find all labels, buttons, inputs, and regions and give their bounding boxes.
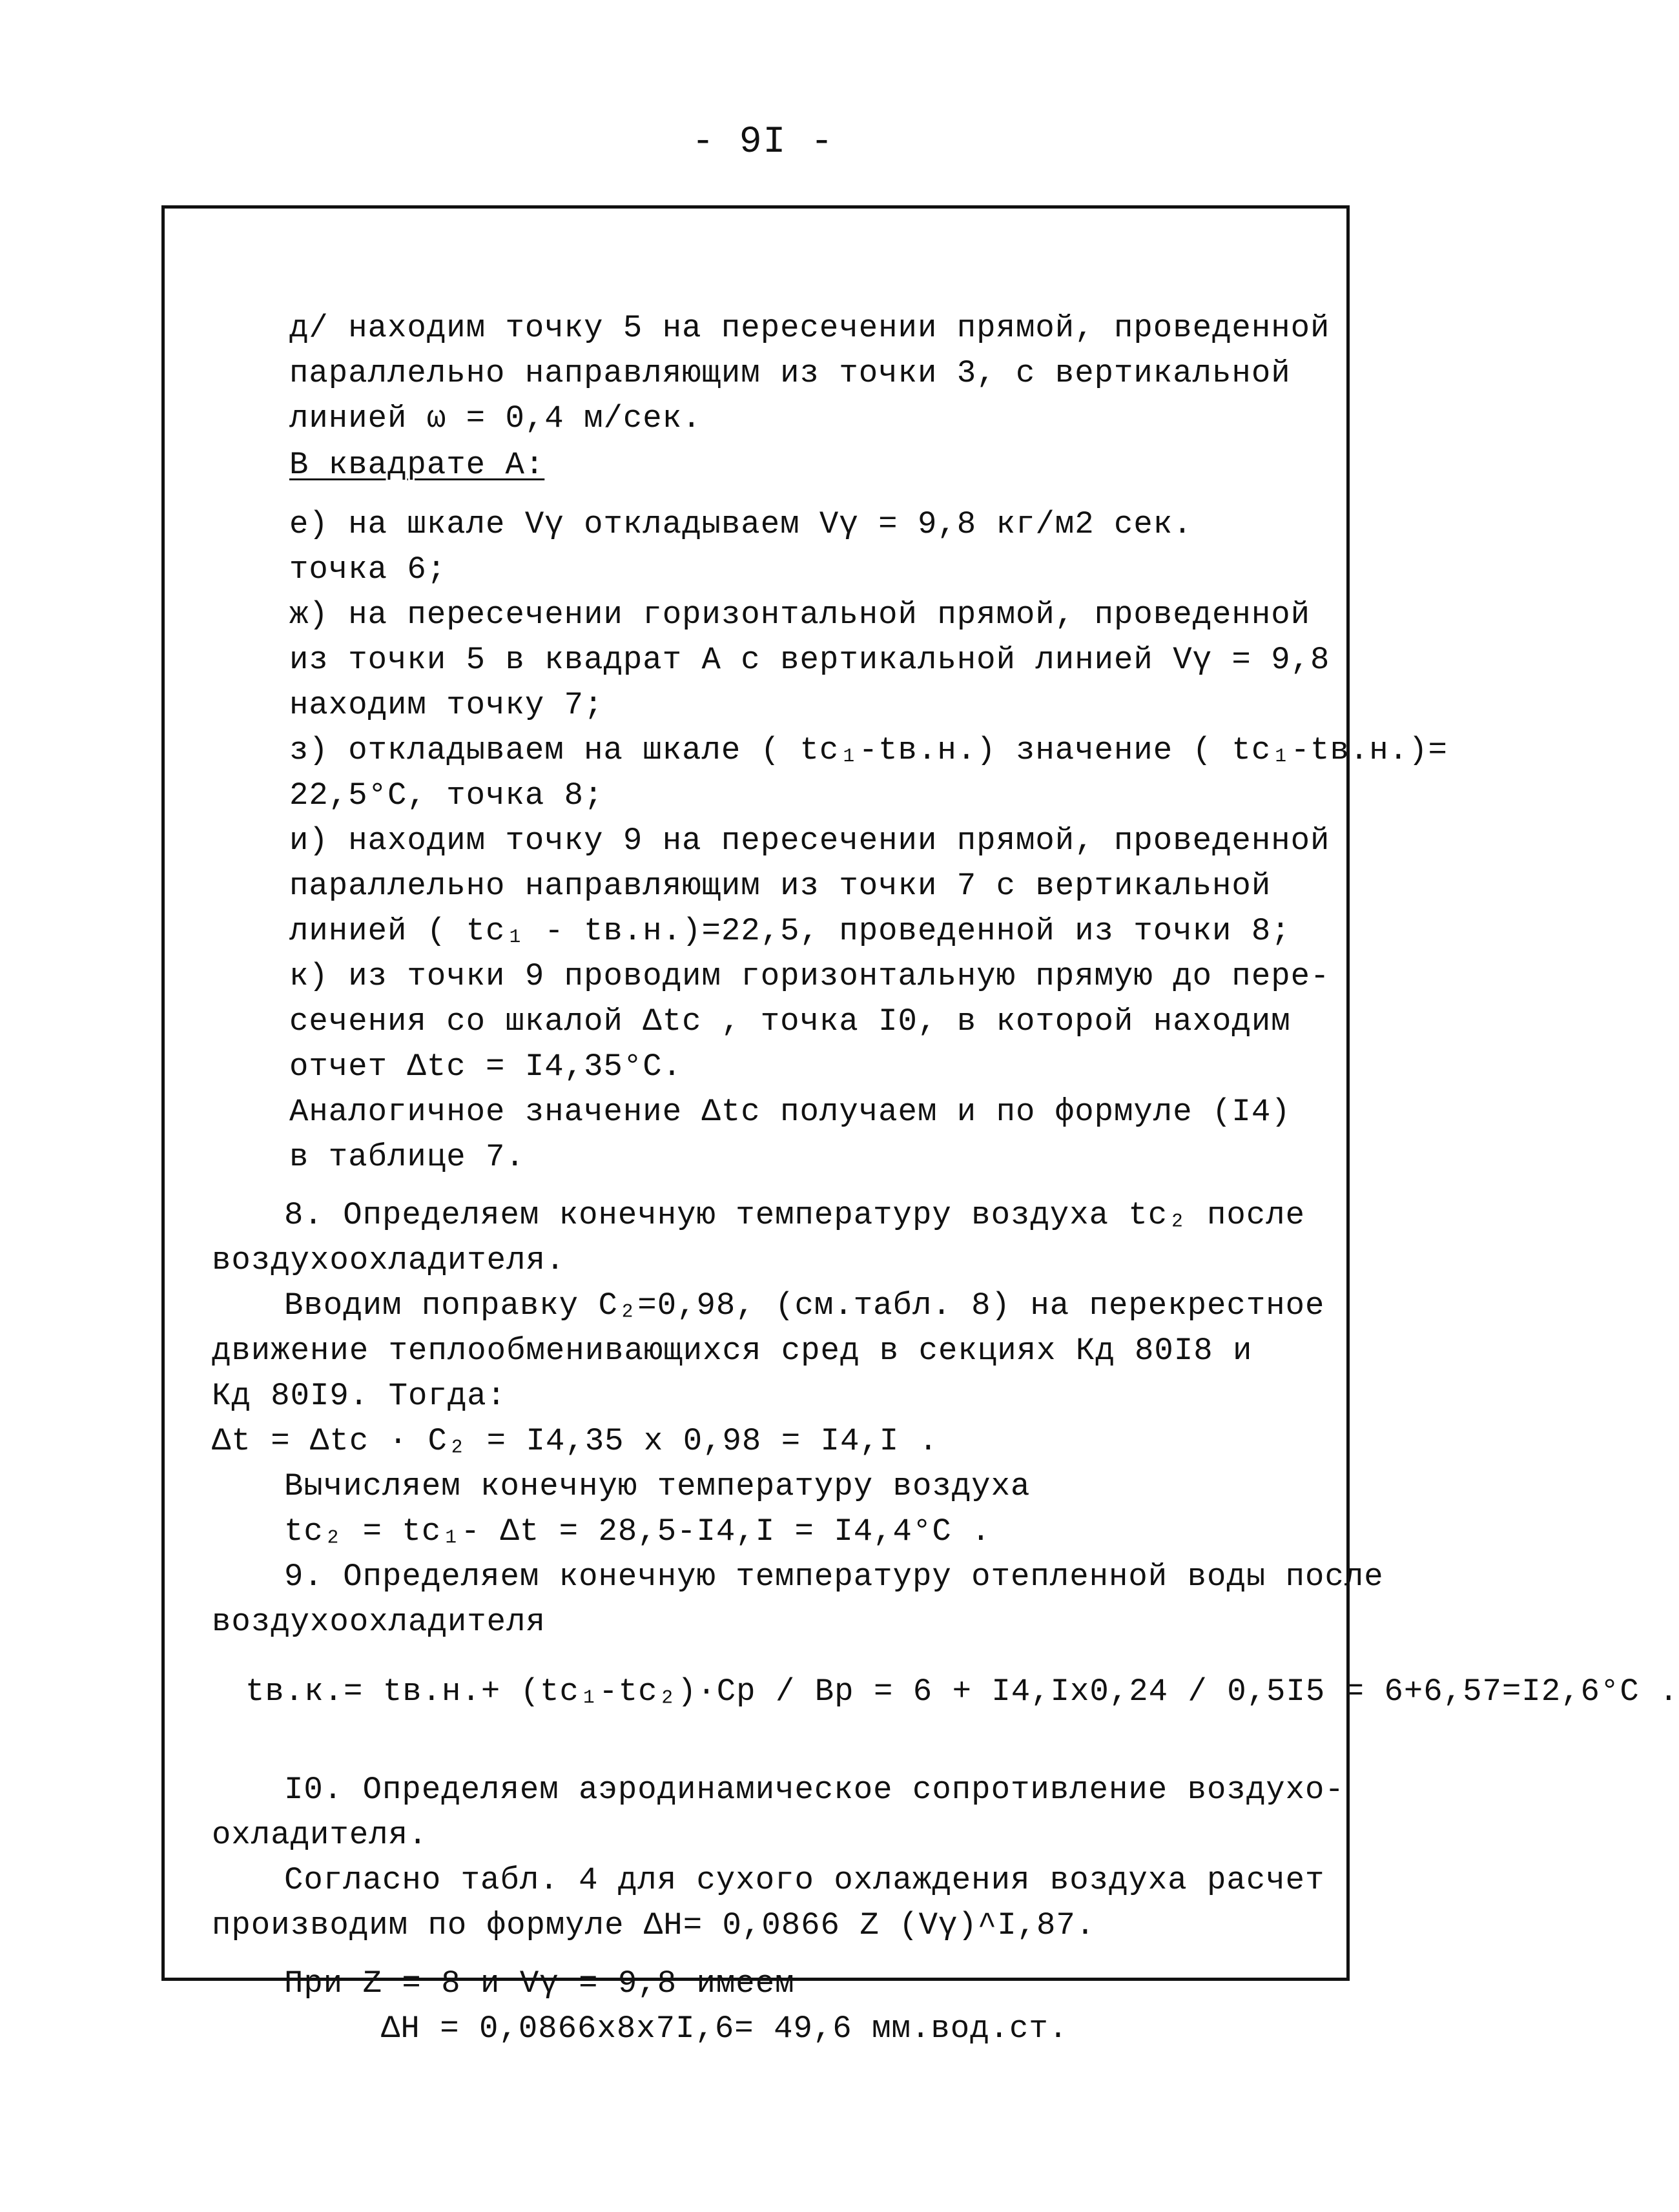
paragraph-line: Вычисляем конечную температуру воздуха [284,1468,1031,1504]
paragraph-line: 8. Определяем конечную температуру воздуха tс₂ после [284,1197,1306,1233]
paragraph-line: Согласно табл. 4 для сухого охлаждения воздуха расчет [284,1862,1325,1898]
paragraph-line: При Z = 8 и Vγ = 9,8 имеем [284,1965,795,2002]
paragraph-line: охладителя. [212,1817,428,1853]
formula-line: Δt = Δtс · С₂ = I4,35 х 0,98 = I4,I . [212,1423,938,1459]
paragraph-line: Кд 80I9. Тогда: [212,1378,507,1414]
section-heading: В квадрате А: [289,447,545,483]
text-line: в таблице 7. [289,1139,525,1175]
text-line: 22,5°С, точка 8; [289,777,604,814]
text-line: линией ( tс₁ - tв.н.)=22,5, проведенной из точки 8; [289,913,1291,949]
paragraph-line: воздухоохладителя [212,1604,546,1640]
paragraph-line: движение теплообменивающихся сред в секциях Кд 80I8 и [212,1333,1253,1369]
text-line: д/ находим точку 5 на пересечении прямой, проведенной [289,310,1330,346]
text-line: ж) на пересечении горизонтальной прямой, проведенной [289,597,1311,633]
text-line: и) находим точку 9 на пересечении прямой, проведенной [289,823,1330,859]
text-line: к) из точки 9 проводим горизонтальную прямую до пере- [289,958,1330,994]
text-line: находим точку 7; [289,687,604,723]
text-line: точка 6; [289,551,447,588]
formula-line: tс₂ = tс₁- Δt = 28,5-I4,I = I4,4°С . [284,1513,991,1550]
paragraph-line: 9. Определяем конечную температуру отепленной воды после [284,1559,1384,1595]
text-line: е) на шкале Vγ откладываем Vγ = 9,8 кг/м2 сек. [289,506,1193,542]
text-line: из точки 5 в квадрат А с вертикальной линией Vγ = 9,8 [289,642,1330,678]
text-line: параллельно направляющим из точки 7 с вертикальной [289,868,1272,904]
formula-line: tв.к.= tв.н.+ (tс₁-tс₂)·Ср / Вр = 6 + I4,Iх0,24 / 0,5I5 = 6+6,57=I2,6°С . [245,1674,1679,1710]
text-line: сечения со шкалой Δtс , точка I0, в которой находим [289,1003,1291,1039]
text-line: Аналогичное значение Δtс получаем и по формуле (I4) [289,1094,1291,1130]
paragraph-line: воздухоохладителя. [212,1242,566,1278]
text-line: линией ω = 0,4 м/сек. [289,400,702,436]
text-line: з) откладываем на шкале ( tс₁-tв.н.) значение ( tс₁-tв.н.)= [289,732,1448,768]
formula-line: ΔH = 0,0866х8х7I,6= 49,6 мм.вод.ст. [381,2011,1069,2047]
paragraph-line: производим по формуле ΔH= 0,0866 Z (Vγ)^I,87. [212,1907,1096,1943]
page-number: - 9I - [692,121,834,163]
paragraph-line: Вводим поправку С₂=0,98, (см.табл. 8) на перекрестное [284,1287,1325,1324]
text-line: параллельно направляющим из точки 3, с вертикальной [289,355,1291,391]
paragraph-line: I0. Определяем аэродинамическое сопротивление воздухо- [284,1772,1344,1808]
text-line: отчет Δtс = I4,35°С. [289,1049,683,1085]
